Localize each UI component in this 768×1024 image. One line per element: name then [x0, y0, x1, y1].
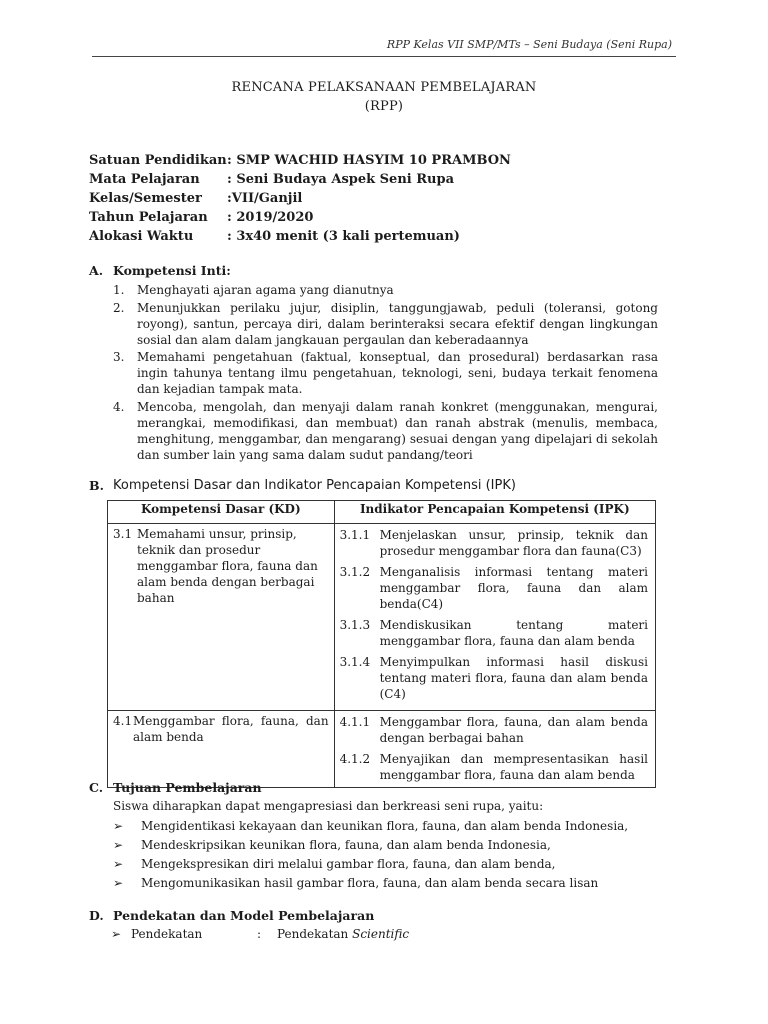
identity-value: : 3x40 menit (3 kali pertemuan): [227, 229, 460, 244]
ipk-entry: [336, 525, 654, 562]
section-heading: [89, 478, 658, 497]
document-title: RENCANA PELAKSANAAN PEMBELAJARAN: [231, 80, 537, 95]
identity-label: Alokasi Waktu: [89, 229, 194, 244]
identity-row: [89, 153, 511, 172]
list-item: [89, 349, 658, 397]
document-subtitle: (RPP): [364, 99, 404, 114]
kd-entry: [109, 712, 333, 746]
section-heading: [89, 263, 658, 282]
running-header: [0, 38, 768, 60]
pendekatan-value: [277, 927, 409, 946]
ipk-number: 4.1.2: [339, 752, 371, 766]
identity-block: [89, 153, 511, 248]
kompetensi-inti-list: [89, 282, 658, 463]
item-text: Menghayati ajaran agama yang dianutnya: [137, 283, 394, 297]
item-text: Mencoba, mengolah, dan menyaji dalam ranah konkret (menggunakan, mengurai, merangkai, memodifikasi, dan membuat) dan ranah abstrak (menulis, membaca, menghitung, menggambar, dan mengarang) sesuai dengan yang dipelajari di sekolah dan sumber lain yang sama dalam sudut pandang/teori: [137, 399, 658, 462]
kd-number: 3.1: [113, 527, 133, 541]
ipk-cell: [334, 524, 655, 711]
identity-value: : Seni Budaya Aspek Seni Rupa: [227, 172, 454, 187]
section-letter: D.: [89, 908, 104, 923]
ipk-entry: [336, 652, 654, 705]
kd-number: 4.1: [113, 714, 133, 728]
pendekatan-label: Pendekatan: [131, 927, 203, 941]
identity-label: Mata Pelajaran: [89, 172, 200, 187]
list-item: [89, 282, 658, 298]
item-text: Mendeskripsikan keunikan flora, fauna, dan alam benda Indonesia,: [141, 838, 551, 852]
arrow-bullet-icon: ➢: [113, 876, 124, 890]
identity-label: Satuan Pendidikan: [89, 153, 227, 168]
column-header-ipk: Indikator Pencapaian Kompetensi (IPK): [334, 501, 655, 524]
section-heading: [89, 908, 658, 927]
item-number: 1.: [113, 283, 125, 297]
ipk-text: Menyimpulkan informasi hasil diskusi tentang materi flora, fauna dan alam benda (C4): [379, 655, 648, 701]
ipk-number: 3.1.3: [339, 618, 371, 632]
ipk-number: 3.1.2: [339, 565, 371, 579]
arrow-bullet-icon: ➢: [113, 819, 124, 833]
list-item: [89, 399, 658, 463]
ipk-number: 3.1.1: [339, 528, 371, 542]
section-title: Tujuan Pembelajaran: [113, 780, 262, 795]
section-kd-ipk: [89, 478, 658, 497]
pendekatan-row: [89, 927, 658, 946]
item-number: 3.: [113, 350, 125, 364]
ipk-number: 3.1.4: [339, 655, 371, 669]
item-text: Mengomunikasikan hasil gambar flora, fauna, dan alam benda secara lisan: [141, 876, 599, 890]
table-header-row: [108, 501, 656, 524]
ipk-entry: [336, 562, 654, 615]
kd-text: Memahami unsur, prinsip, teknik dan prosedur menggambar flora, fauna dan alam benda dengan berbagai bahan: [137, 527, 318, 605]
section-heading: [89, 780, 658, 799]
ipk-cell: [334, 711, 655, 788]
pendekatan-value-italic: Scientific: [352, 927, 410, 941]
header-rule: [92, 56, 676, 57]
arrow-bullet-icon: ➢: [111, 927, 122, 941]
identity-row: [89, 229, 511, 248]
ipk-entry: [336, 712, 654, 749]
identity-row: [89, 210, 511, 229]
identity-value: : 2019/2020: [227, 210, 314, 225]
section-pendekatan: [89, 908, 658, 946]
ipk-text: Menggambar flora, fauna, dan alam benda dengan berbagai bahan: [379, 715, 648, 745]
table-row: [108, 711, 656, 788]
ipk-number: 4.1.1: [339, 715, 371, 729]
identity-value: :VII/Ganjil: [227, 191, 303, 206]
item-text: Menunjukkan perilaku jujur, disiplin, tanggungjawab, peduli (toleransi, gotong royong), santun, percaya diri, dalam berinteraksi secara efektif dengan lingkungan sosial dan alam dalam jangkauan pergaulan dan keberadaannya: [137, 300, 658, 347]
arrow-bullet-icon: ➢: [113, 857, 124, 871]
identity-label: Kelas/Semester: [89, 191, 202, 206]
section-letter: C.: [89, 780, 104, 795]
identity-row: [89, 191, 511, 210]
section-tujuan: [89, 780, 658, 893]
pendekatan-colon: :: [257, 927, 262, 941]
list-item: [89, 874, 658, 893]
list-item: [89, 855, 658, 874]
kd-cell: [108, 711, 335, 788]
list-item: [89, 836, 658, 855]
section-title: Kompetensi Inti:: [113, 263, 231, 278]
section-letter: B.: [89, 478, 104, 493]
tujuan-intro: Siswa diharapkan dapat mengapresiasi dan berkreasi seni rupa, yaitu:: [113, 799, 544, 813]
pendekatan-value-prefix: Pendekatan: [277, 927, 353, 941]
tujuan-list: [89, 817, 658, 893]
list-item: [89, 817, 658, 836]
section-title: Kompetensi Dasar dan Indikator Pencapaian Kompetensi (IPK): [113, 478, 516, 493]
ipk-text: Mendiskusikan tentang materi menggambar flora, fauna dan alam benda: [379, 618, 648, 648]
item-text: Mengidentikasi kekayaan dan keunikan flora, fauna, dan alam benda Indonesia,: [141, 819, 629, 833]
item-text: Memahami pengetahuan (faktual, konseptual, dan prosedural) berdasarkan rasa ingin tahunya tentang ilmu pengetahuan, teknologi, seni, budaya terkait fenomena dan kejadian tampak mata.: [137, 350, 658, 396]
section-kompetensi-inti: [89, 263, 658, 464]
table-row: [108, 524, 656, 711]
kd-cell: [108, 524, 335, 711]
kd-entry: [109, 525, 333, 607]
kd-text: Menggambar flora, fauna, dan alam benda: [133, 714, 329, 744]
kd-ipk-table: [107, 500, 656, 788]
section-title: Pendekatan dan Model Pembelajaran: [113, 908, 375, 923]
arrow-bullet-icon: ➢: [113, 838, 124, 852]
section-letter: A.: [89, 263, 104, 278]
running-header-text: RPP Kelas VII SMP/MTs – Seni Budaya (Seni Rupa): [386, 38, 672, 51]
ipk-text: Menyajikan dan mempresentasikan hasil menggambar flora, fauna dan alam benda: [379, 752, 648, 782]
item-number: 4.: [113, 399, 125, 414]
list-item: [89, 300, 658, 348]
item-text: Mengekspresikan diri melalui gambar flora, fauna, dan alam benda,: [141, 857, 556, 871]
identity-value: : SMP WACHID HASYIM 10 PRAMBON: [227, 153, 511, 168]
ipk-text: Menganalisis informasi tentang materi menggambar flora, fauna dan alam benda(C4): [379, 565, 648, 611]
identity-row: [89, 172, 511, 191]
ipk-text: Menjelaskan unsur, prinsip, teknik dan prosedur menggambar flora dan fauna(C3): [379, 528, 648, 558]
ipk-entry: [336, 615, 654, 652]
column-header-kd: Kompetensi Dasar (KD): [108, 501, 335, 524]
identity-label: Tahun Pelajaran: [89, 210, 208, 225]
item-number: 2.: [113, 300, 125, 315]
